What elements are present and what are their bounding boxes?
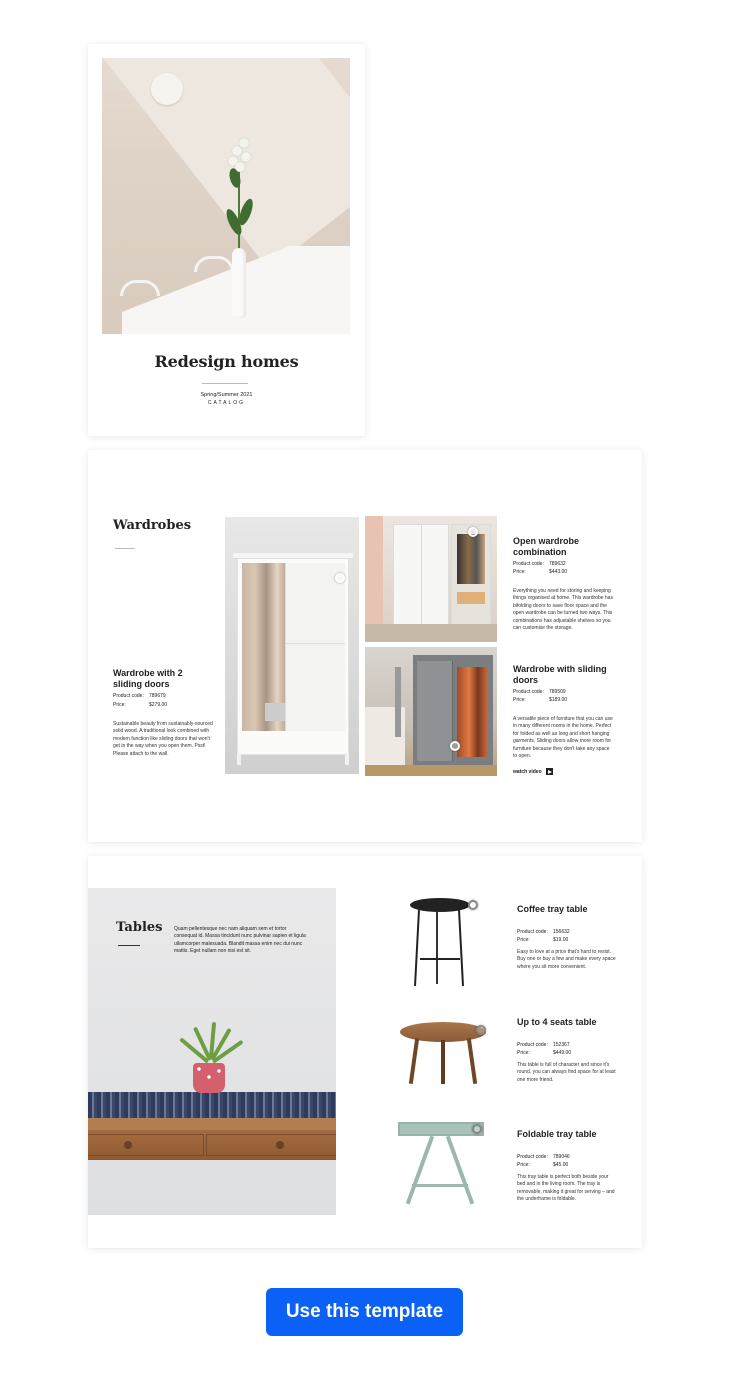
product-name: Foldable tray table	[517, 1129, 597, 1139]
product-price-row: Price: $189.00	[513, 697, 568, 703]
product-code-row: Product code: 152367	[517, 1042, 570, 1048]
product-code-row: Product code: 156632	[517, 929, 570, 935]
tables-page[interactable]	[88, 856, 642, 1248]
product-description: This table is full of character and since it's round, you can always find space for at least one more friend.	[517, 1062, 616, 1083]
product-price-row: Price: $19.00	[517, 937, 569, 943]
product-name: Wardrobe with 2 sliding doors	[113, 668, 183, 689]
hotspot-icon[interactable]	[476, 1025, 486, 1035]
hotspot-icon[interactable]	[450, 741, 460, 751]
product-name: Open wardrobe combination	[513, 536, 580, 557]
hotspot-icon[interactable]	[468, 900, 478, 910]
cover-season: Spring/Summer 2021	[200, 392, 253, 398]
tables-intro-text: Quam pellentesque nec nam aliquam sem et tortor consequat id. Massa tincidunt nunc pulvinar sapien et ligula ullamcorper malesuada. Blandit massa enim nec dui nunc mattis. Eget nullam non nisi est sit.	[174, 926, 306, 955]
product-price-row: Price: $45.00	[517, 1162, 569, 1168]
product-code-row: Product code: 789046	[517, 1154, 570, 1160]
product-price-row: Price: $279.00	[113, 702, 168, 708]
hotspot-icon[interactable]	[468, 527, 478, 537]
round-table-image	[398, 1020, 490, 1086]
plant-pot-image	[193, 1063, 225, 1093]
cover-title: Redesign homes	[154, 352, 299, 371]
sliding-wardrobe-photo	[365, 647, 497, 776]
wall-clock-image	[151, 73, 183, 105]
cover-divider	[202, 383, 248, 384]
coffee-tray-table-image	[406, 896, 482, 988]
product-name: Wardrobe with sliding doors	[513, 664, 607, 685]
product-code-row: Product code: 789632	[513, 561, 566, 567]
use-template-button[interactable]: Use this template	[266, 1288, 463, 1336]
tables-hero-photo	[88, 888, 336, 1215]
hotspot-icon[interactable]	[472, 1124, 482, 1134]
product-code-row: Product code: 789509	[513, 689, 566, 695]
product-name: Up to 4 seats table	[517, 1017, 597, 1027]
wardrobes-page[interactable]	[88, 450, 642, 842]
play-icon[interactable]	[546, 768, 553, 775]
product-name: Coffee tray table	[517, 904, 588, 914]
product-description: This tray table is perfect both beside your bed and in the living room. The tray is removable, making it great for serving – and the underframe is foldable.	[517, 1174, 615, 1203]
product-price-row: Price: $443.00	[513, 569, 568, 575]
open-wardrobe-photo	[365, 516, 497, 642]
wardrobes-title-divider	[115, 548, 135, 549]
cover-catalog-label: CATALOG	[207, 400, 246, 406]
foldable-tray-table-image	[396, 1120, 492, 1206]
watch-video-link[interactable]: watch video	[513, 768, 553, 775]
catalog-cover-page[interactable]	[88, 44, 365, 436]
tables-section-title: Tables	[116, 920, 163, 935]
product-description: Sustainable beauty from sustainably-sourced solid wood. A traditional look combined with modern function like sliding doors that won't get in the way when you open them. Psst! Please attach to the wall.	[113, 721, 213, 757]
product-description: Everything you need for storing and keeping things organised at home. This wardrobe has bifolding doors to save floor space and the open wardrobe can be turned two ways. This combinations has adjustable shelves so you can customise the storage.	[513, 588, 613, 632]
wardrobes-section-title: Wardrobes	[113, 518, 192, 533]
product-price-row: Price: $449.00	[517, 1050, 572, 1056]
product-description: Easy to love at a price that's hard to resist. Buy one or buy a few and make every space where you sit more convenient.	[517, 949, 616, 970]
vase-image	[232, 248, 246, 318]
product-description: A versatile piece of furniture that you can use in many different rooms in the home. Perfect for folded as well as long and short hanging garments. Sliding doors allow more room for furniture because they don't take any space to open.	[513, 716, 613, 760]
tables-title-divider	[118, 945, 140, 946]
hotspot-icon[interactable]	[335, 573, 345, 583]
cover-photo-flower-vase	[102, 58, 350, 334]
wardrobe-2-doors-photo	[225, 517, 359, 774]
product-code-row: Product code: 789679	[113, 693, 166, 699]
